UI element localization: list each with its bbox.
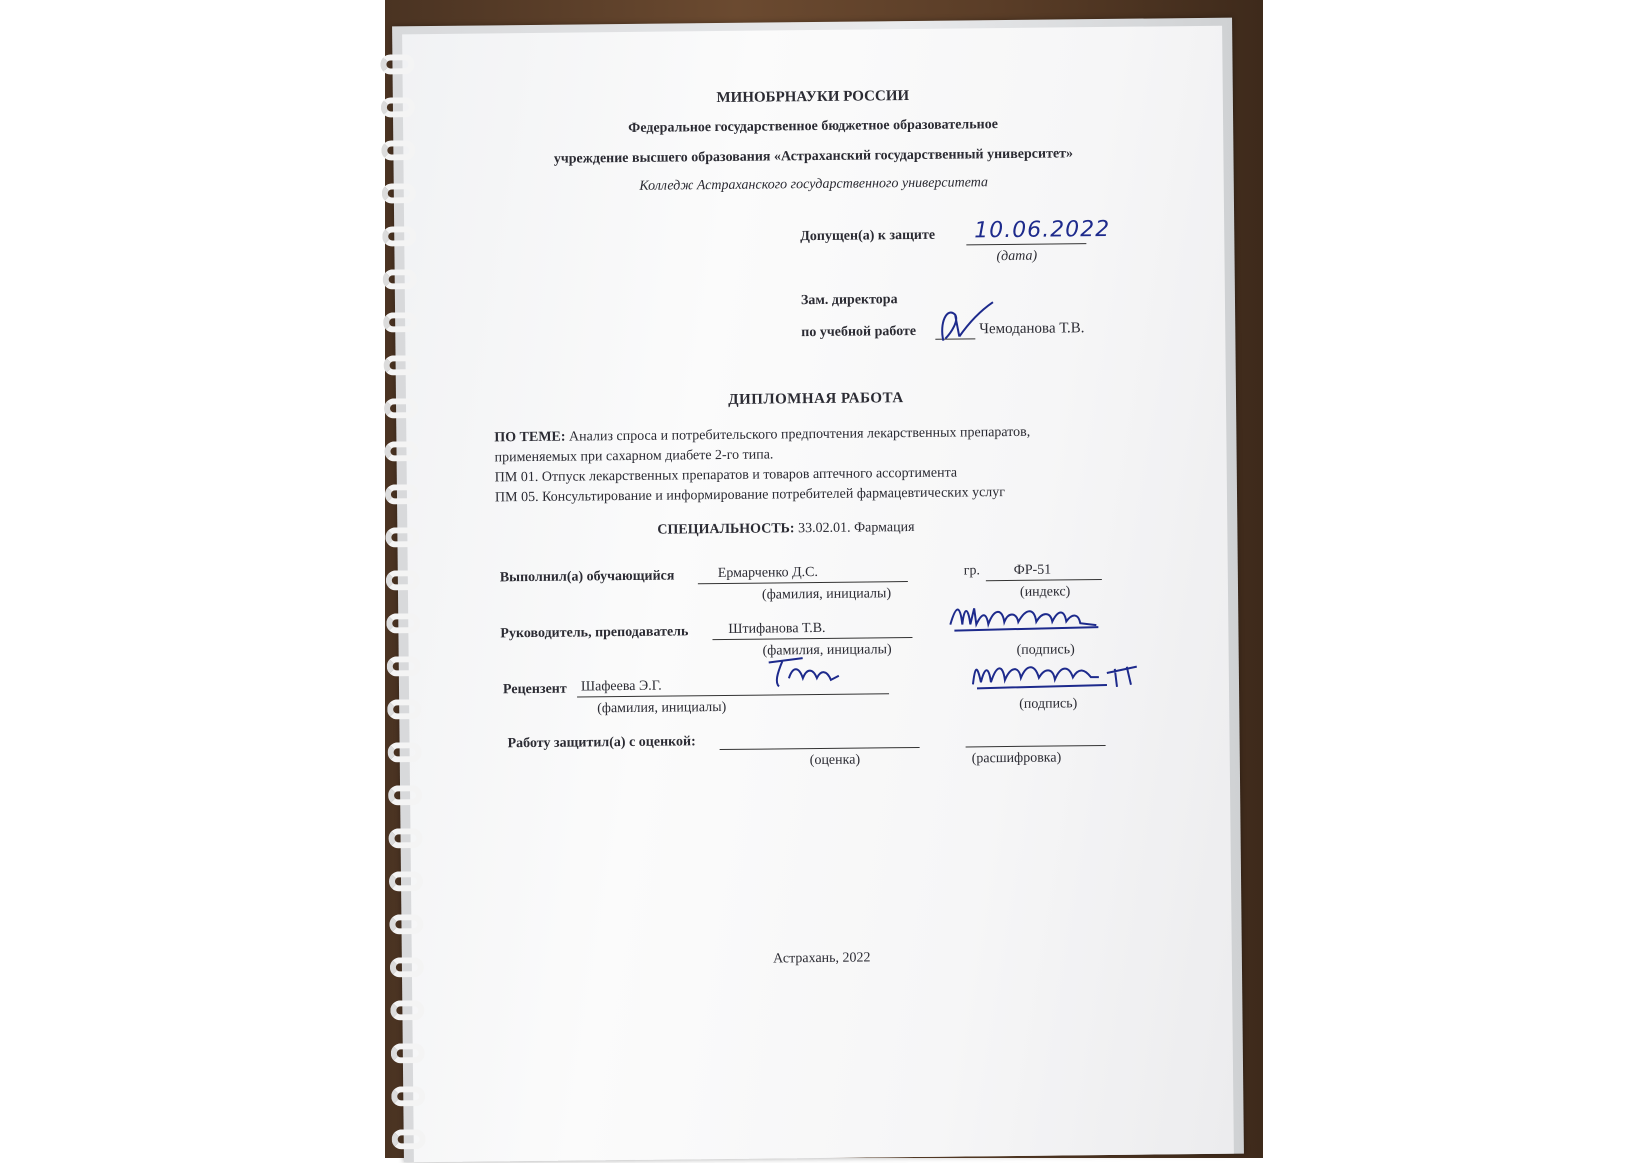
institution-line-2: учреждение высшего образования «Астраханский государственный университет» [553,146,1074,167]
decode-caption: (расшифровка) [971,750,1062,767]
binding-ring [386,570,420,590]
binding-ring [383,269,417,289]
binding-ring [392,1129,426,1149]
binding-ring [387,699,421,719]
supervisor-signature-caption: (подпись) [1016,642,1075,658]
reviewer-signature-caption: (подпись) [1019,696,1078,712]
deputy-director-label: Зам. директора [800,292,898,309]
supervisor-name: Штифанова Т.В. [728,620,826,637]
supervisor-signature [946,593,1106,637]
reviewer-name: Шафеева Э.Г. [580,678,662,695]
deputy-director-name: Чемоданова Т.В. [979,320,1085,338]
student-name-caption: (фамилия, инициалы) [761,586,892,603]
document-heading: ДИПЛОМНАЯ РАБОТА [728,390,904,408]
student-label: Выполнил(а) обучающийся [499,568,675,586]
binding-ring [386,613,420,633]
binding-ring [388,785,422,805]
pm05-module: ПМ 05. Консультирование и информирование потребителей фармацевтических услуг [494,485,1006,506]
binding-ring [389,914,423,934]
topic-label: ПО ТЕМЕ: [494,429,566,446]
specialty-label: СПЕЦИАЛЬНОСТЬ: [657,521,795,538]
supervisor-label: Руководитель, преподаватель [500,624,689,642]
binding-ring [383,355,417,375]
city-year: Астрахань, 2022 [773,950,871,967]
reviewer-label: Рецензент [502,681,567,698]
binding-ring [391,1086,425,1106]
group-value: ФР-51 [1013,562,1052,578]
binding-ring [388,742,422,762]
supervisor-name-caption: (фамилия, инициалы) [762,642,892,659]
college-name: Колледж Астраханского государственного университета [639,175,989,194]
deputy-director-role: по учебной работе [801,323,917,341]
handwritten-date: 10.06.2022 [974,216,1111,244]
reviewer-signature [763,648,843,693]
topic-text-1: Анализ спроса и потребительского предпочтения лекарственных препаратов, [568,424,1031,445]
binding-ring [383,312,417,332]
student-name: Ермарченко Д.С. [717,564,819,582]
pm01-module: ПМ 01. Отпуск лекарственных препаратов и товаров аптечного ассортимента [494,465,958,486]
grade-line [720,747,920,750]
group-caption: (индекс) [1019,584,1071,600]
reviewer-name-caption: (фамилия, инициалы) [597,699,727,717]
grade-caption: (оценка) [809,752,861,769]
date-caption: (дата) [996,248,1038,265]
group-label: гр. [963,563,981,579]
date-line [966,243,1086,245]
binding-ring [388,828,422,848]
binding-ring [390,1000,424,1020]
binding-ring [384,441,418,461]
decode-line [966,745,1106,747]
topic-line-1 [494,424,1030,448]
binding-ring [385,527,419,547]
title-page [402,26,1234,1163]
binding-ring [389,871,423,891]
institution-line-1: Федеральное государственное бюджетное образовательное [628,117,999,136]
grade-label: Работу защитил(а) с оценкой: [507,734,696,752]
specialty-line [657,519,914,540]
binding-ring [380,54,414,74]
topic-line-2: применяемых при сахарном диабете 2-го типа. [494,447,774,466]
specialty-value: 33.02.01. Фармация [797,519,915,537]
binding-ring [382,226,416,246]
reviewer-second-signature [967,646,1157,692]
binding-ring [387,656,421,676]
binding-ring [385,484,419,504]
admitted-label: Допущен(а) к защите [800,227,936,245]
ministry-title: МИНОБРНАУКИ РОССИИ [716,88,910,107]
binding-ring [391,1043,425,1063]
